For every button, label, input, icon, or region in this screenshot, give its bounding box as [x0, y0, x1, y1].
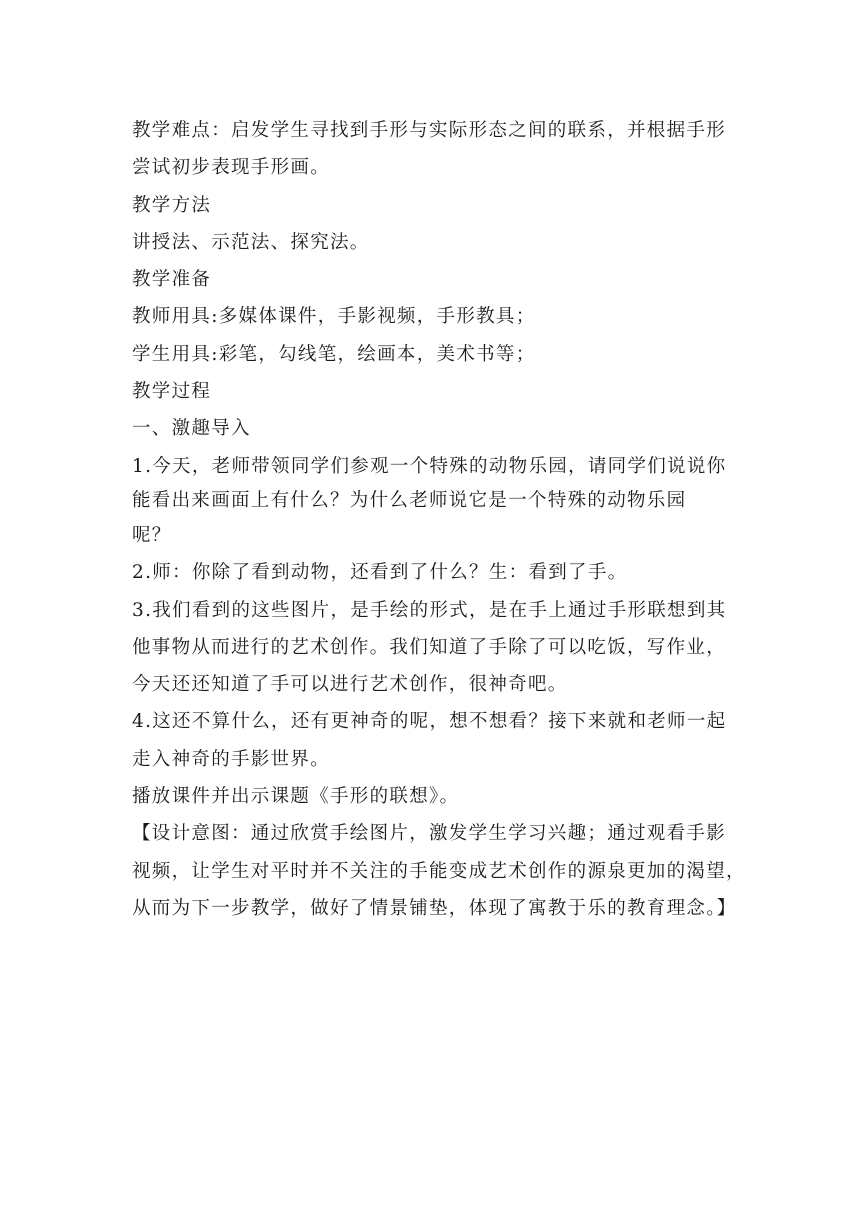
- design-intent-line-1: 【设计意图：通过欣赏手绘图片，激发学生学习兴趣；通过观看手影: [132, 823, 727, 845]
- step-1-line-3: 呢？: [132, 524, 172, 546]
- step-4-line-2: 走入神奇的手影世界。: [132, 748, 331, 770]
- step-2-text: 2.师：你除了看到动物，还看到了什么？生：看到了手。: [132, 562, 628, 584]
- play-courseware-text: 播放课件并出示课题《手形的联想》。: [132, 786, 460, 808]
- teaching-preparation-heading: 教学准备: [132, 269, 212, 291]
- step-1-line-2: 能看出来画面上有什么？为什么老师说它是一个特殊的动物乐园: [132, 489, 687, 511]
- step-1-line-1: 1.今天，老师带领同学们参观一个特殊的动物乐园，请同学们说说你: [132, 455, 727, 477]
- step-3-line-2: 他事物从而进行的艺术创作。我们知道了手除了可以吃饭，写作业，: [132, 636, 727, 658]
- teaching-method-heading: 教学方法: [132, 194, 212, 216]
- student-tools-text: 学生用具:彩笔，勾线笔，绘画本，美术书等；: [132, 343, 536, 365]
- document-body: [132, 112, 746, 927]
- teaching-process-heading: 教学过程: [132, 381, 212, 403]
- teacher-tools-text: 教师用具:多媒体课件，手影视频，手形教具；: [132, 306, 536, 328]
- design-intent-line-3: 从而为下一步教学，做好了情景铺垫，体现了寓教于乐的教育理念。】: [132, 897, 737, 919]
- step-3-line-1: 3.我们看到的这些图片，是手绘的形式，是在手上通过手形联想到其: [132, 599, 727, 621]
- teaching-difficulty-line-2: 尝试初步表现手形画。: [132, 157, 331, 179]
- step-3-line-3: 今天还还知道了手可以进行艺术创作，很神奇吧。: [132, 674, 568, 696]
- step-4-line-1: 4.这还不算什么，还有更神奇的呢，想不想看？接下来就和老师一起: [132, 711, 727, 733]
- teaching-method-text: 讲授法、示范法、探究法。: [132, 231, 370, 253]
- section-one-heading: 一、激趣导入: [132, 418, 251, 440]
- design-intent-line-2: 视频，让学生对平时并不关注的手能变成艺术创作的源泉更加的渴望，: [132, 860, 746, 882]
- teaching-difficulty-line-1: 教学难点：启发学生寻找到手形与实际形态之间的联系，并根据手形: [132, 120, 727, 141]
